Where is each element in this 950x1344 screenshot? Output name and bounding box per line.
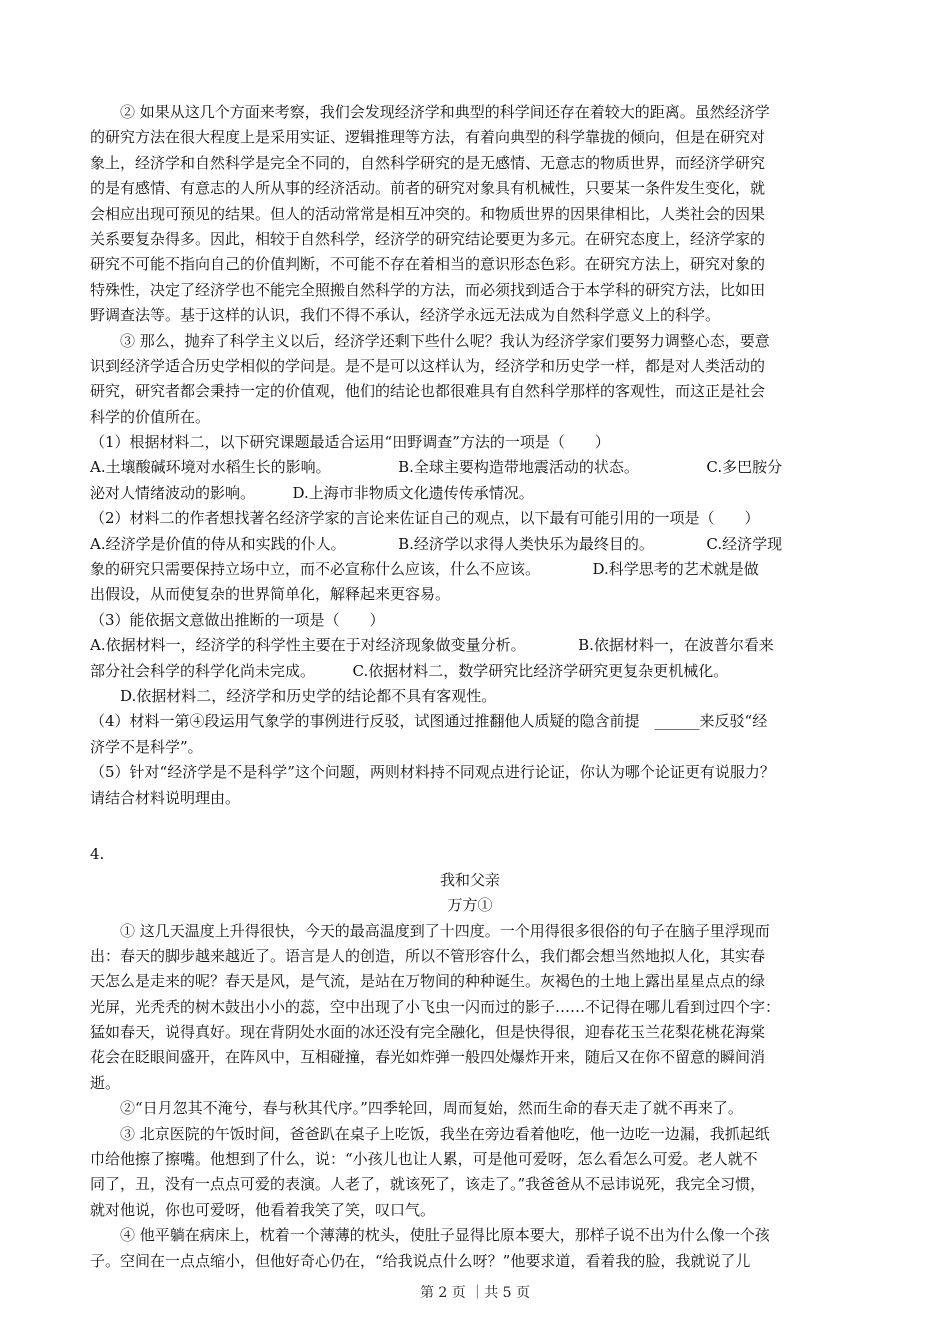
text-line: （2）材料二的作者想找著名经济学家的言论来佐证自己的观点，以下最有可能引用的一项是（ ）: [90, 509, 760, 528]
text-line: 的是有感情、有意志的人所从事的经济活动。前者的研究对象具有机械性，只要某一条件发生变化，就: [90, 179, 766, 198]
text-line: D.依据材料二，经济学和历史学的结论都不具有客观性。: [120, 686, 497, 705]
text-line: （4）材料一第④段运用气象学的事例进行反驳，试图通过推翻他人质疑的隐含前提 ______来反驳“经: [90, 712, 768, 731]
text-line: 济学不是科学”。: [90, 737, 203, 756]
text-line: （1）根据材料二，以下研究课题最适合运用“田野调查”方法的一项是（ ）: [90, 433, 610, 452]
text-line: 就对他说，你也可爱呀，他看着我笑了笑，叹口气。: [90, 1200, 436, 1219]
text-line: 科学的价值所在。: [90, 407, 211, 426]
text-line: 逝。: [90, 1073, 121, 1092]
text-line: 光屏，光秃秃的树木鼓出小小的蕊，空中出现了小飞虫一闪而过的影子……不记得在哪儿看到过四个字：: [90, 997, 781, 1016]
text-line: 猛如春天，说得真好。现在背阴处水面的冰还没有完全融化，但是快得很，迎春花玉兰花梨花桃花海棠: [90, 1023, 766, 1042]
text-line: A.经济学是价值的侍从和实践的仆人。 B.经济学以求得人类快乐为最终目的。 C.经济学现: [90, 534, 783, 553]
text-line: 出假设，从而使复杂的世界简单化，解释起来更容易。: [90, 585, 451, 604]
text-line: [90, 811, 850, 836]
text-line: 同了，丑，没有一点点可爱的表演。人老了，就该死了，该走了。”我爸爸从不忌讳说死，我完全习惯，: [90, 1175, 766, 1194]
text-line: ③ 北京医院的午饭时间，爸爸趴在桌子上吃饭，我坐在旁边看着他吃，他一边吃一边漏，我抓起纸: [120, 1124, 770, 1143]
text-line: （3）能依据文意做出推断的一项是（ ）: [90, 610, 385, 629]
text-line: 请结合材料说明理由。: [90, 788, 241, 807]
document-body: [90, 100, 850, 1274]
text-line: 识到经济学适合历史学相似的学问是。是不是可以这样认为，经济学和历史学一样，都是对人类活动的: [90, 356, 766, 375]
page-footer: 第 2 页 ｜共 5 页: [419, 1285, 531, 1301]
text-line: 研究，研究者都会秉持一定的价值观，他们的结论也都很难具有自然科学那样的客观性，而这正是社会: [90, 382, 766, 401]
text-line: 子。空间在一点点缩小，但他好奇心仍在，“给我说点什么呀？”他要求道，看着我的脸，我就说了儿: [90, 1251, 751, 1270]
text-line: 4.: [90, 845, 105, 864]
text-line: 研究不可能不指向自己的价值判断，不可能不存在着相当的意识形态色彩。在研究方法上，研究对象的: [90, 255, 766, 274]
text-line: 象的研究只需要保持立场中立，而不必宣称什么应该，什么不应该。 D.科学思考的艺术就是做: [90, 560, 759, 579]
text-line: 巾给他擦了擦嘴。他想到了什么，说：“小孩儿也让人累，可是他可爱呀，怎么看怎么可爱。老人就不: [90, 1150, 758, 1169]
text-line: 野调查法等。基于这样的认识，我们不得不承认，经济学永远无法成为自然科学意义上的科学。: [90, 306, 721, 325]
text-line: ② 如果从这几个方面来考察，我们会发现经济学和典型的科学间还存在着较大的距离。虽然经济学: [120, 103, 770, 121]
text-line: 关系要复杂得多。因此，相较于自然科学，经济学的研究结论要更为多元。在研究态度上，经济学家的: [90, 229, 766, 248]
text-line: A.土壤酸碱环境对水稻生长的影响。 B.全球主要构造带地震活动的状态。 C.多巴胺分: [90, 458, 783, 477]
text-line: （5）针对“经济学是不是科学”这个问题，两则材料持不同观点进行论证，你认为哪个论证更有说服力？: [90, 763, 775, 782]
text-line: 部分社会科学的科学化尚未完成。 C.依据材料二，数学研究比经济学研究更复杂更机械化。: [90, 661, 729, 680]
text-line: 万方①: [447, 896, 493, 915]
text-line: 天怎么是走来的呢？春天是风，是气流，是站在万物间的种种诞生。灰褐色的土地上露出星星点点的绿: [90, 972, 766, 991]
text-line: ②“日月忽其不淹兮，春与秋其代序。”四季轮回，周而复始，然而生命的春天走了就不再来了。: [120, 1099, 743, 1118]
text-line: 花会在眨眼间盛开，在阵风中，互相碰撞，春光如炸弹一般四处爆炸开来，随后又在你不留意的瞬间消: [90, 1048, 766, 1067]
text-line: ③ 那么，抛弃了科学主义以后，经济学还剩下些什么呢？我认为经济学家们要努力调整心态，要意: [120, 331, 770, 350]
text-line: 出：春天的脚步越来越近了。语言是人的创造，所以不管形容什么，我们都会想当然地拟人化，其实春: [90, 946, 766, 965]
text-line: ① 这几天温度上升得很快，今天的最高温度到了十四度。一个用得很多很俗的句子在脑子里浮现而: [120, 921, 770, 940]
text-line: 泌对人情绪波动的影响。 D.上海市非物质文化遗传传承情况。: [90, 483, 534, 502]
text-line: 特殊性，决定了经济学也不能完全照搬自然科学的方法，而必须找到适合于本学科的研究方法，比如田: [90, 280, 766, 299]
text-line: ④ 他平躺在病床上，枕着一个薄薄的枕头，使肚子显得比原本要大，那样子说不出为什么像一个孩: [120, 1226, 770, 1245]
text-line: 我和父亲: [439, 870, 500, 889]
text-line: 会相应出现可预见的结果。但人的活动常常是相互冲突的。和物质世界的因果律相比，人类社会的因果: [90, 204, 766, 223]
text-line: A.依据材料一，经济学的科学性主要在于对经济现象做变量分析。 B.依据材料一，在波普尔看来: [90, 636, 774, 655]
text-line: 的研究方法在很大程度上是采用实证、逻辑推理等方法，有着向典型的科学靠拢的倾向，但是在研究对: [90, 128, 766, 147]
text-line: 象上，经济学和自然科学是完全不同的，自然科学研究的是无感情、无意志的物质世界，而经济学研究: [90, 153, 766, 172]
